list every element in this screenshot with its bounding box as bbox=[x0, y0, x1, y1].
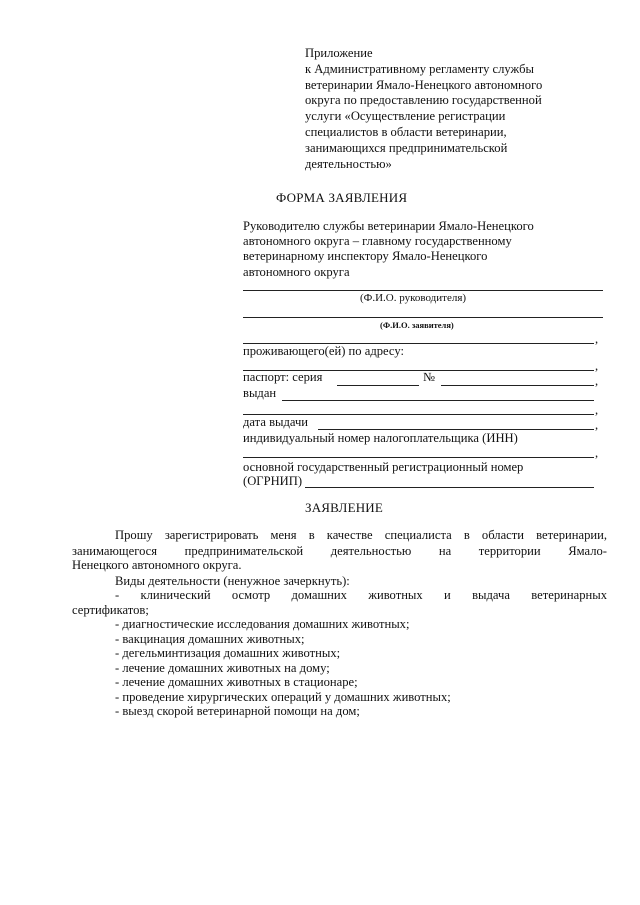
comma: , bbox=[595, 403, 599, 417]
activity-item: - вакцинация домашних животных; bbox=[115, 632, 305, 646]
activity-item-continuation: сертификатов; bbox=[72, 603, 149, 617]
addressee-line: ветеринарному инспектору Ямало-Ненецкого bbox=[243, 249, 488, 264]
appendix-line: ветеринарии Ямало-Ненецкого автономного bbox=[305, 77, 543, 92]
activity-item: - проведение хирургических операций у домашних животных; bbox=[115, 690, 451, 704]
comma: , bbox=[595, 374, 599, 388]
applicant-name-line[interactable] bbox=[243, 317, 603, 318]
ogrnip-label-abbr: (ОГРНИП) bbox=[243, 474, 303, 488]
applicant-name-caption: (Ф.И.О. заявителя) bbox=[380, 320, 454, 330]
issue-date-line[interactable] bbox=[318, 429, 594, 430]
addressee-line: автономного округа – главному государственному bbox=[243, 234, 512, 249]
head-name-line[interactable] bbox=[243, 290, 603, 291]
appendix-line: специалистов в области ветеринарии, bbox=[305, 124, 507, 139]
request-text-line: Прошу зарегистрировать меня в качестве специалиста в области ветеринарии, bbox=[115, 528, 607, 542]
addressee-block bbox=[243, 219, 603, 280]
comma: , bbox=[595, 359, 599, 373]
statement-title: ЗАЯВЛЕНИЕ bbox=[305, 500, 384, 515]
inn-line[interactable] bbox=[243, 457, 594, 458]
appendix-line: Приложение bbox=[305, 46, 373, 60]
inn-label: индивидуальный номер налогоплательщика (ИНН) bbox=[243, 431, 518, 445]
request-text-line: Ненецкого автономного округа. bbox=[72, 558, 242, 572]
issued-by-label: выдан bbox=[243, 386, 277, 400]
issued-by-line[interactable] bbox=[282, 400, 594, 401]
comma: , bbox=[595, 446, 599, 460]
request-text-line: занимающегося предпринимательской деятельностью на территории Ямало- bbox=[72, 544, 607, 558]
appendix-line: занимающихся предпринимательской bbox=[305, 140, 508, 155]
appendix-header bbox=[305, 46, 605, 172]
passport-number-line[interactable] bbox=[441, 385, 594, 386]
appendix-line: услуги «Осуществление регистрации bbox=[305, 109, 506, 124]
ogrnip-line[interactable] bbox=[305, 487, 594, 488]
comma: , bbox=[595, 332, 599, 346]
head-name-caption: (Ф.И.О. руководителя) bbox=[360, 292, 467, 304]
form-title: ФОРМА ЗАЯВЛЕНИЯ bbox=[276, 190, 408, 205]
activity-item: - диагностические исследования домашних животных; bbox=[115, 617, 410, 631]
ogrnip-label: основной государственный регистрационный номер bbox=[243, 460, 524, 474]
activity-item: - лечение домашних животных в стационаре; bbox=[115, 675, 358, 689]
activities-intro: Виды деятельности (ненужное зачеркнуть): bbox=[115, 574, 350, 588]
appendix-line: к Административному регламенту службы bbox=[305, 61, 534, 76]
activity-item: - выезд скорой ветеринарной помощи на дом; bbox=[115, 704, 360, 718]
appendix-line: округа по предоставлению государственной bbox=[305, 93, 542, 108]
passport-number-label: № bbox=[423, 370, 436, 384]
addressee-line: автономного округа bbox=[243, 264, 350, 279]
activity-item: - клинический осмотр домашних животных и выдача ветеринарных bbox=[115, 588, 607, 602]
addressee-line: Руководителю службы ветеринарии Ямало-Ненецкого bbox=[243, 219, 534, 233]
address-label: проживающего(ей) по адресу: bbox=[243, 344, 404, 358]
issue-date-label: дата выдачи bbox=[243, 415, 309, 429]
passport-series-line[interactable] bbox=[337, 385, 419, 386]
appendix-line: деятельностью» bbox=[305, 156, 392, 171]
comma: , bbox=[595, 418, 599, 432]
activity-item: - лечение домашних животных на дому; bbox=[115, 661, 330, 675]
activity-item: - дегельминтизация домашних животных; bbox=[115, 646, 341, 660]
passport-series-label: паспорт: серия bbox=[243, 370, 323, 384]
